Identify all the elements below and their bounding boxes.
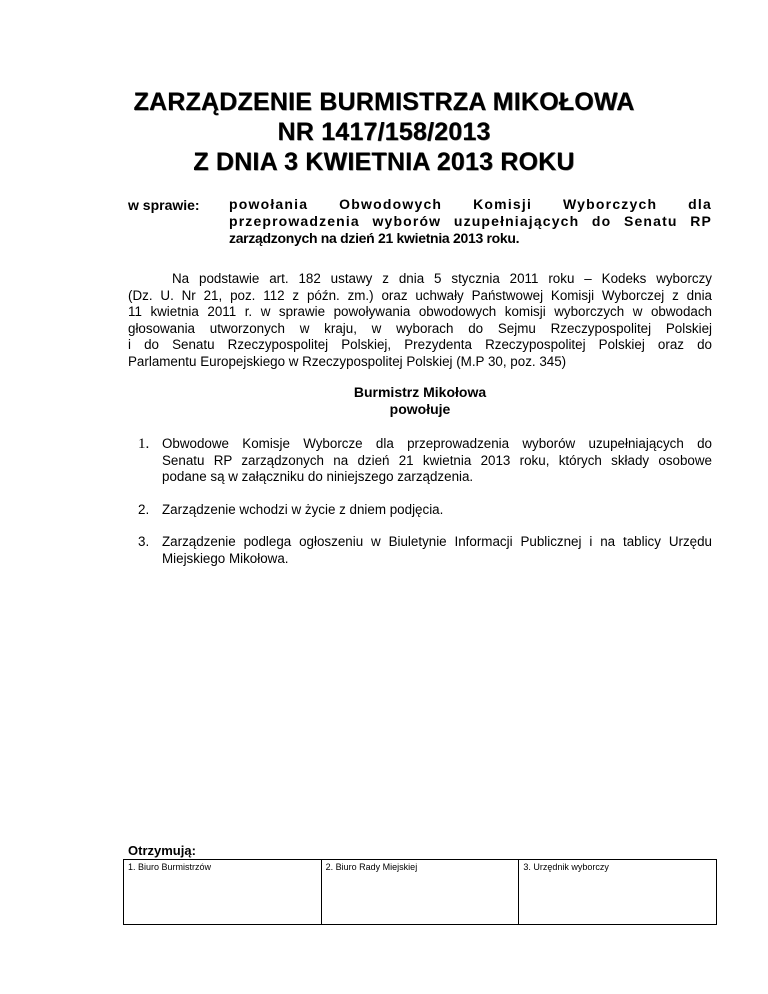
recipients-label: Otrzymują: (128, 843, 196, 858)
recipient-cell: 2. Biuro Rady Miejskiej (321, 860, 519, 925)
list-item (128, 436, 712, 486)
legal-basis-line-2: (Dz. U. Nr 21, poz. 112 z późn. zm.) oraz uchwały Państwowej Komisji Wyborczej z dnia (128, 287, 712, 303)
table-row (124, 860, 717, 925)
title-line-1: ZARZĄDZENIE BURMISTRZA MIKOŁOWA (133, 88, 635, 116)
point-number: 1. (138, 436, 150, 452)
decision-heading (128, 384, 712, 418)
list-item (128, 534, 712, 567)
point-number: 2. (138, 501, 150, 517)
legal-basis-line-5: i do Senatu Rzeczypospolitej Polskiej, Prezydenta Rzeczypospolitej Polskiej oraz do (128, 337, 712, 353)
point-line: Miejskiego Mikołowa. (162, 550, 289, 566)
subject-label: w sprawie: (128, 197, 200, 213)
legal-basis-line-3: 11 kwietnia 2011 r. w sprawie powoływania obwodowych komisji wyborczych w obwodach (128, 304, 712, 320)
recipient-cell: 3. Urzędnik wyborczy (519, 860, 717, 925)
list-item (128, 502, 712, 519)
subject-line-3: zarządzonych na dzień 21 kwietnia 2013 roku. (229, 230, 520, 246)
title-line-2: NR 1417/158/2013 (277, 118, 491, 146)
title-line-3: Z DNIA 3 KWIETNIA 2013 ROKU (193, 148, 575, 176)
legal-basis-line-1: Na podstawie art. 182 ustawy z dnia 5 stycznia 2011 roku – Kodeks wyborczy (172, 271, 712, 286)
recipient-cell: 1. Biuro Burmistrzów (124, 860, 322, 925)
subject-line-1: powołania Obwodowych Komisji Wyborczych dla (229, 196, 712, 212)
legal-basis-line-6: Parlamentu Europejskiego w Rzeczypospolitej Polskiej (M.P 30, poz. 345) (128, 353, 567, 369)
decision-issuer: Burmistrz Mikołowa (353, 384, 487, 400)
recipients-table (123, 859, 717, 925)
point-line: Zarządzenie wchodzi w życie z dniem podjęcia. (162, 501, 444, 517)
decision-verb: powołuje (389, 401, 451, 417)
subject-text (229, 196, 712, 247)
point-line: Zarządzenie podlega ogłoszeniu w Biuletynie Informacji Publicznej i na tablicy Urzędu (162, 534, 712, 550)
document-title (100, 87, 668, 177)
decision-points-list (128, 436, 712, 584)
legal-basis-paragraph (128, 271, 712, 371)
point-number: 3. (138, 534, 150, 550)
point-line: Obwodowe Komisje Wyborcze dla przeprowadzenia wyborów uzupełniających do (162, 436, 712, 451)
legal-basis-line-4: głosowania utworzonych w kraju, w wyborach do Sejmu Rzeczypospolitej Polskiej (128, 320, 712, 336)
point-line: podane są w załączniku do niniejszego zarządzenia. (162, 469, 474, 485)
subject-line-2: przeprowadzenia wyborów uzupełniających do Senatu RP (229, 213, 712, 229)
point-line: Senatu RP zarządzonych na dzień 21 kwietnia 2013 roku, których składy osobowe (162, 452, 712, 468)
